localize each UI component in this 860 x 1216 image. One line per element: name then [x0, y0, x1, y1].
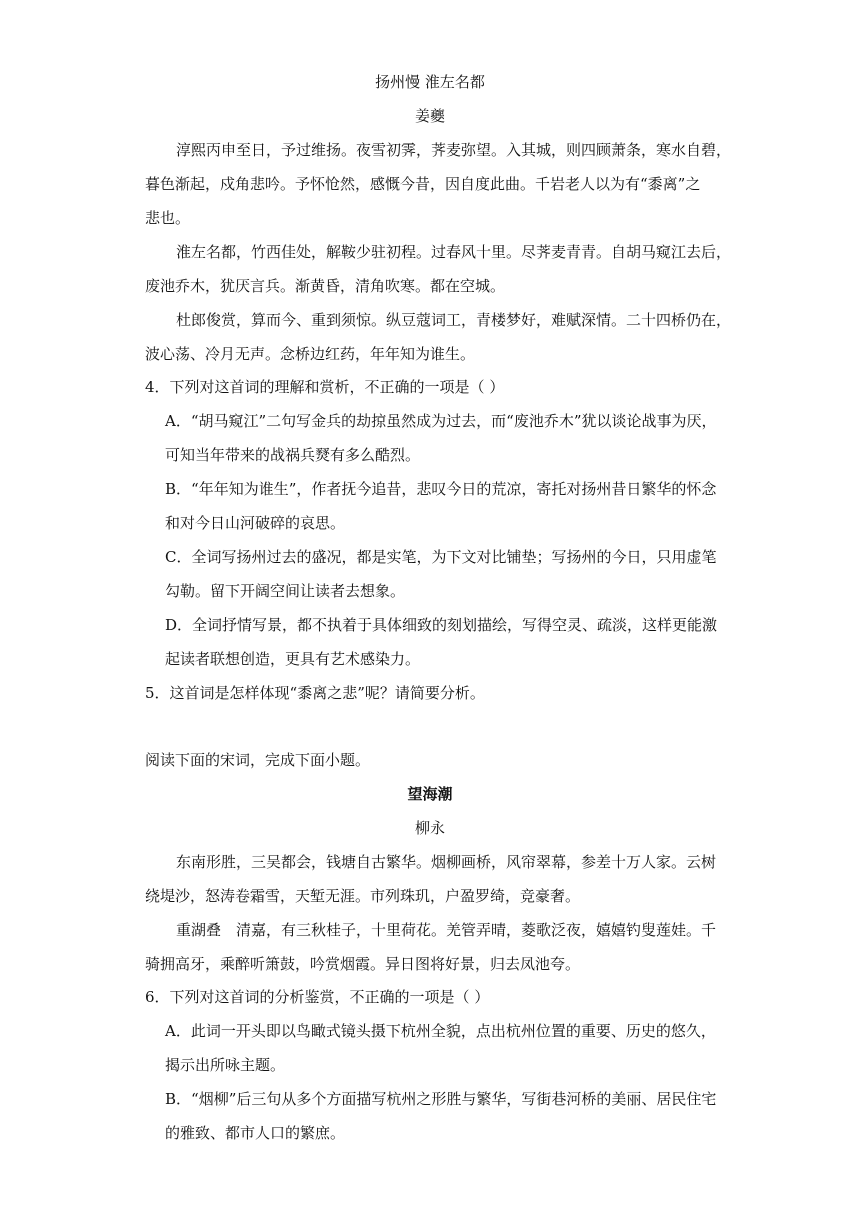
question-4-option-a: A．“胡马窥江”二句写金兵的劫掠虽然成为过去，而“废池乔木”犹以谈论战事为厌， [165, 412, 717, 430]
question-4-option-d-cont: 起读者联想创造，更具有艺术感染力。 [165, 650, 421, 668]
question-4-option-b-cont: 和对今日山河破碎的哀思。 [165, 514, 346, 532]
question-6-option-b: B．“烟柳”后三句从多个方面描写杭州之形胜与繁华，写街巷河桥的美丽、居民住宅 [165, 1090, 717, 1108]
poem1-stanza1-line-1: 淮左名都，竹西佳处，解鞍少驻初程。过春风十里。尽荠麦青青。自胡马窥江去后， [176, 243, 732, 261]
poem1-preface-line-3: 悲也。 [145, 209, 191, 227]
question-4-option-c: C．全词写扬州过去的盛况，都是实笔，为下文对比铺垫；写扬州的今日，只用虚笔 [165, 548, 717, 566]
poem1-preface-line-1: 淳熙丙申至日，予过维扬。夜雪初霁，荠麦弥望。入其城，则四顾萧条，寒水自碧， [176, 141, 732, 159]
question-6-stem: 6．下列对这首词的分析鉴赏，不正确的一项是（ ） [145, 988, 490, 1006]
poem1-stanza1-line-2: 废池乔木，犹厌言兵。渐黄昏，清角吹寒。都在空城。 [145, 277, 506, 295]
question-4-option-b: B．“年年知为谁生”，作者抚今追昔，悲叹今日的荒凉，寄托对扬州昔日繁华的怀念 [165, 480, 717, 498]
poem1-stanza2-line-2: 波心荡、冷月无声。念桥边红药，年年知为谁生。 [145, 345, 476, 363]
question-6-option-a-cont: 揭示出所咏主题。 [165, 1056, 286, 1074]
question-4-option-d: D．全词抒情写景，都不执着于具体细致的刻划描绘，写得空灵、疏淡，这样更能激 [165, 616, 718, 634]
poem1-stanza2-line-1: 杜郎俊赏，算而今、重到须惊。纵豆蔻词工，青楼梦好，难赋深情。二十四桥仍在， [176, 311, 732, 329]
question-4-option-a-cont: 可知当年带来的战祸兵燹有多么酷烈。 [165, 446, 421, 464]
poem1-author: 姜夔 [414, 107, 445, 125]
poem1-preface-line-2: 暮色渐起，戍角悲吟。予怀怆然，感慨今昔，因自度此曲。千岩老人以为有“黍离”之 [145, 175, 701, 193]
question-6-option-a: A．此词一开头即以鸟瞰式镜头摄下杭州全貌，点出杭州位置的重要、历史的悠久， [165, 1022, 716, 1040]
poem2-stanza1-line-1: 东南形胜，三吴都会，钱塘自古繁华。烟柳画桥，风帘翠幕，参差十万人家。云树 [176, 853, 717, 871]
question-4-option-c-cont: 勾勒。留下开阔空间让读者去想象。 [165, 582, 406, 600]
poem2-author: 柳永 [414, 819, 445, 837]
poem2-stanza1-line-2: 绕堤沙，怒涛卷霜雪，天堑无涯。市列珠玑，户盈罗绮，竞豪奢。 [145, 887, 581, 905]
poem2-stanza2-line-1: 重湖叠 清嘉，有三秋桂子，十里荷花。羌管弄晴，菱歌泛夜，嬉嬉钓叟莲娃。千 [176, 921, 717, 939]
poem2-title: 望海潮 [407, 785, 453, 803]
question-4-stem: 4．下列对这首词的理解和赏析，不正确的一项是（ ） [145, 378, 505, 396]
poem2-stanza2-line-2: 骑拥高牙，乘醉听箫鼓，吟赏烟霞。异日图将好景，归去凤池夸。 [145, 955, 581, 973]
question-6-option-b-cont: 的雅致、都市人口的繁庶。 [165, 1124, 346, 1142]
poem1-title: 扬州慢 淮左名都 [375, 73, 485, 91]
question-5-stem: 5．这首词是怎样体现“黍离之悲”呢？请简要分析。 [145, 684, 485, 702]
section-intro: 阅读下面的宋词，完成下面小题。 [145, 751, 371, 769]
